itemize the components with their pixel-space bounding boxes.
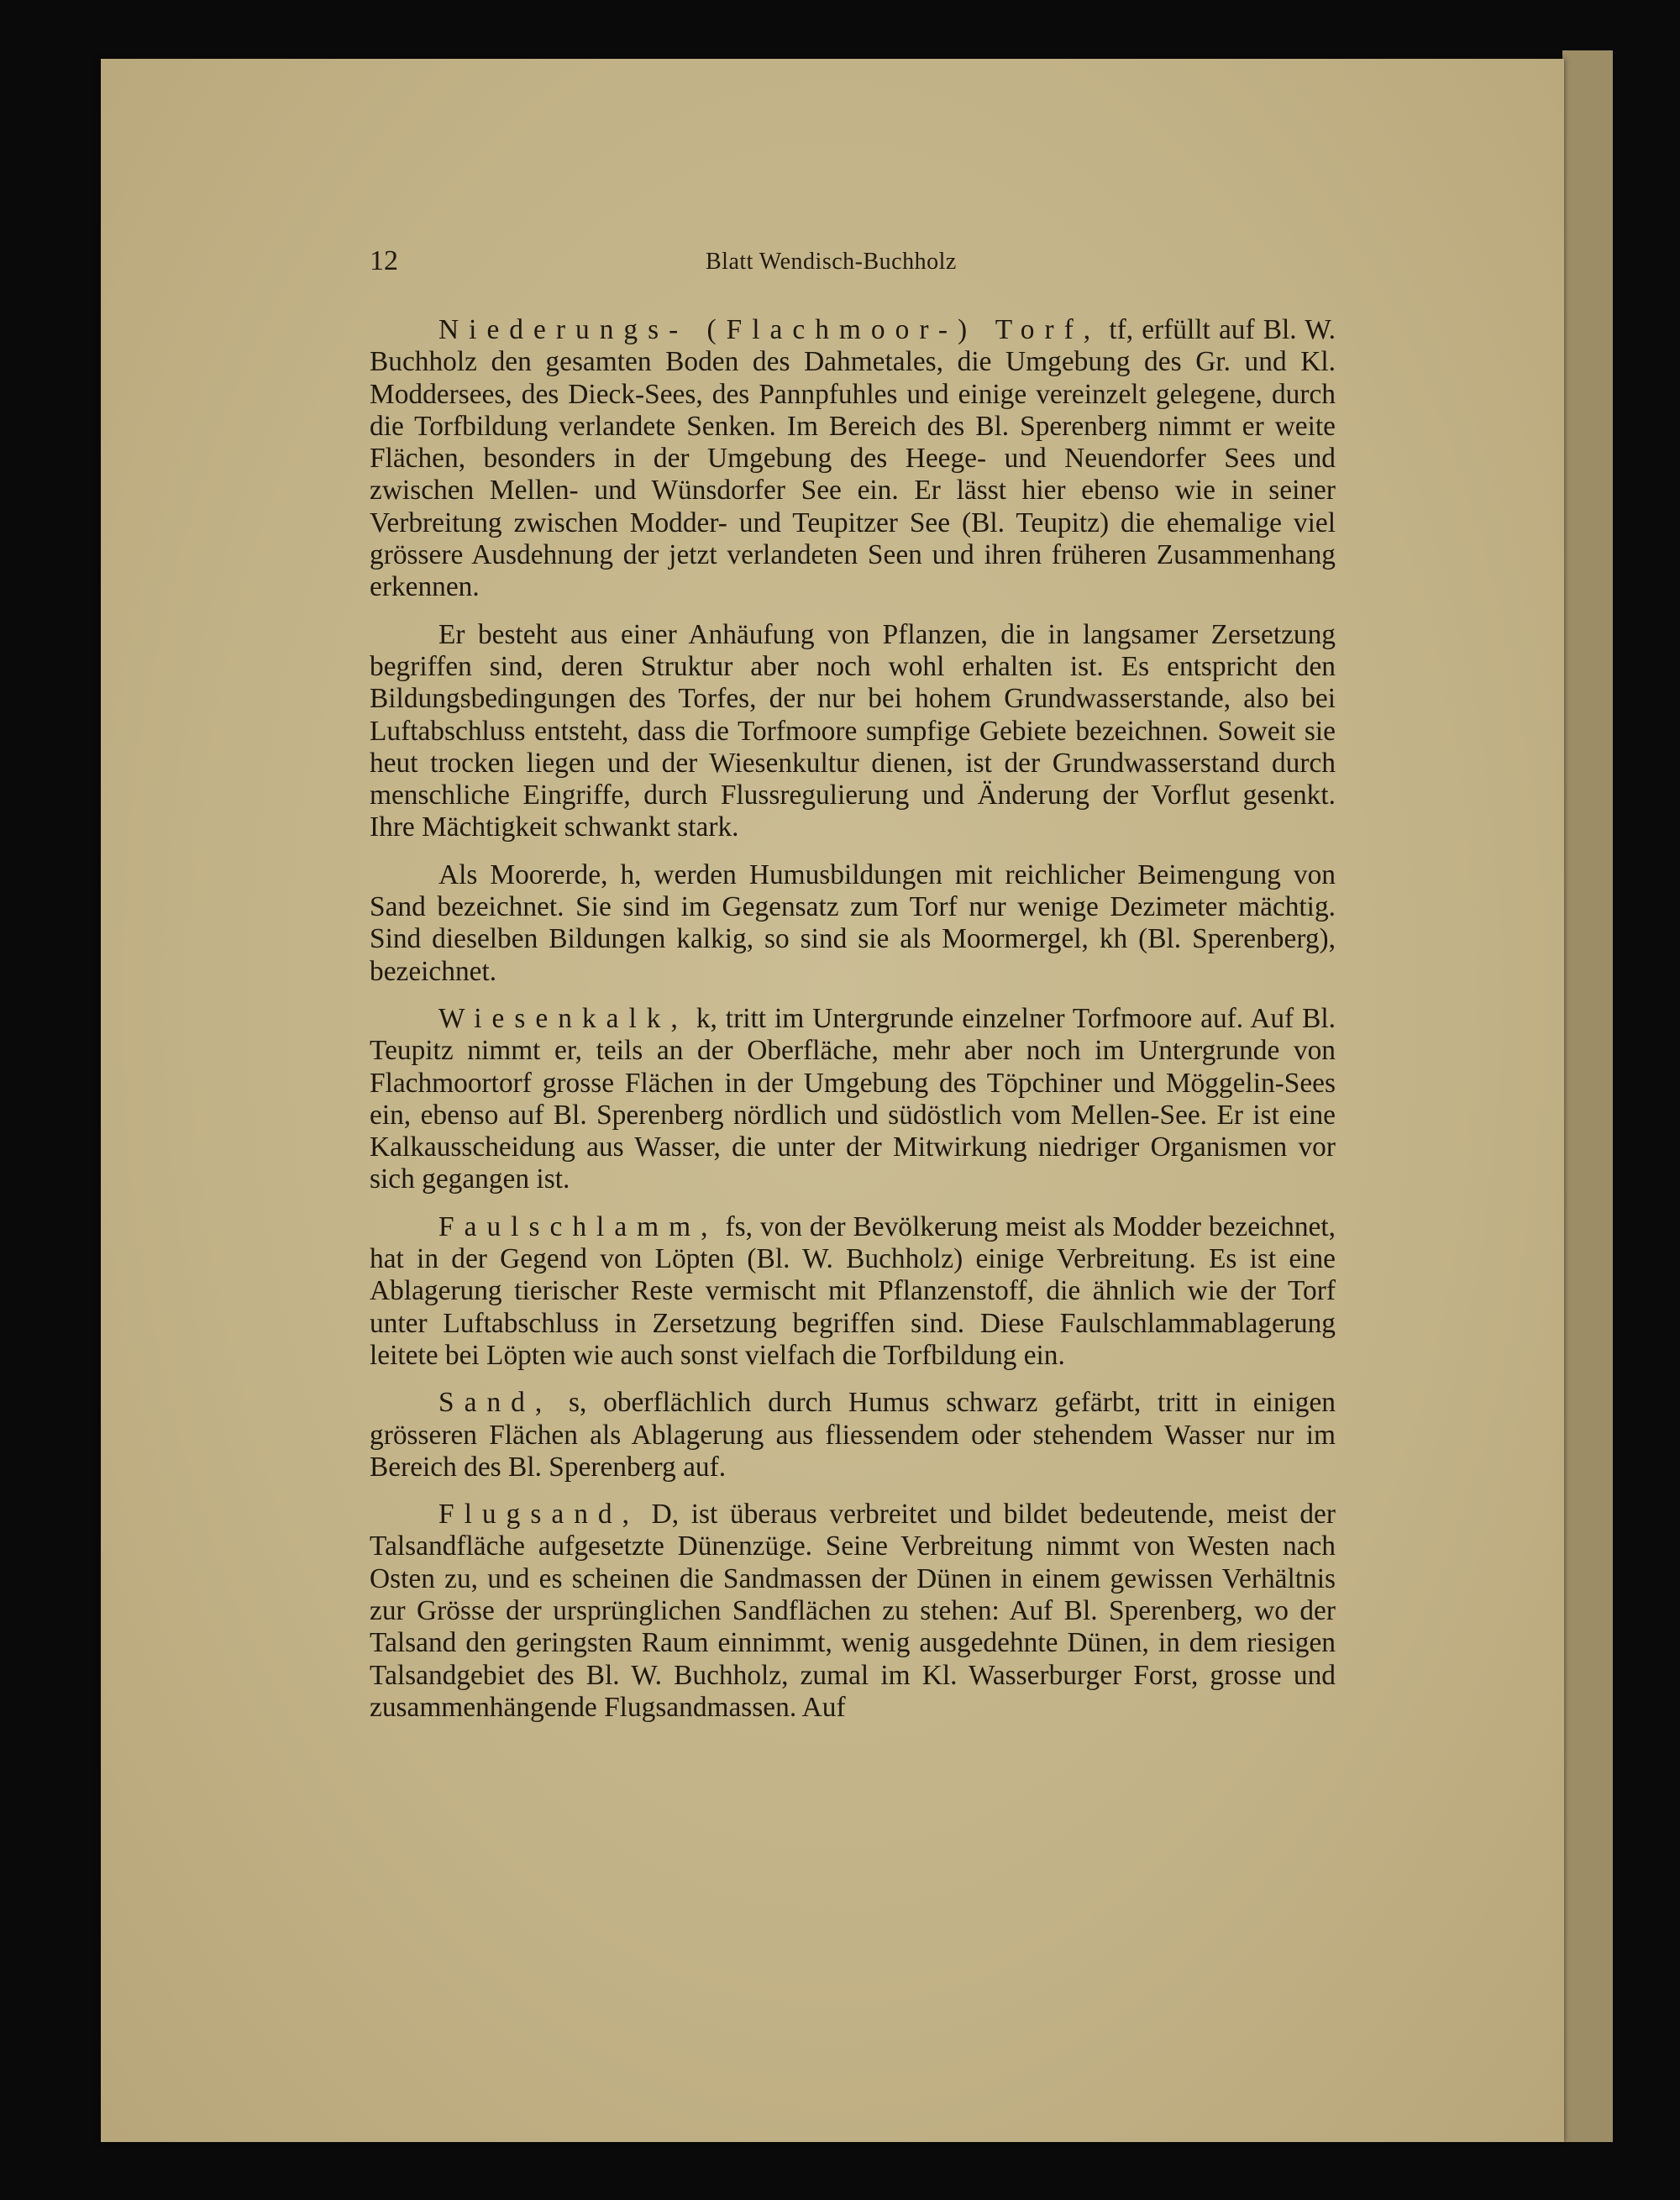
running-head: Blatt Wendisch-Buchholz: [706, 249, 957, 275]
paragraph-sand: [370, 1387, 1336, 1483]
page-header: [370, 245, 1336, 279]
paragraph-text: s, oberflächlich durch Humus schwarz gefärbt, tritt in einigen grösseren Flächen als Ablagerung aus fliessendem oder stehendem Wasser nur im Bereich des Bl. Sperenberg auf.: [370, 1387, 1336, 1483]
paragraph-text: fs, von der Bevölkerung meist als Modder bezeichnet, hat in der Gegend von Löpten (Bl. W. Buchholz) einige Verbreitung. Es ist eine Ablagerung tierischer Reste vermischt mit Pflanzenstoff, die ähnlich wie der Torf unter Luftabschluss in Zersetzung begriffen sind. Diese Faulschlammablagerung leitete bei Löpten wie auch sonst vielfach die Torfbildung ein.: [370, 1210, 1336, 1371]
paragraph-torf: [370, 314, 1336, 604]
paragraph-moorerde: [370, 859, 1336, 988]
facing-page-edge: [1562, 50, 1613, 2142]
term-wiesenkalk: Wiesenkalk,: [438, 1002, 688, 1034]
paragraph-faulschlamm: [370, 1211, 1336, 1372]
paragraph-text: Als Moorerde, h, werden Humusbildungen mit reichlicher Beimengung von Sand bezeichnet. Sie sind im Gegensatz zum Torf nur wenige Dezimeter mächtig. Sind dieselben Bildungen kalkig, so sind sie als Moormergel, kh (Bl. Sperenberg), bezeichnet.: [370, 858, 1336, 987]
paragraph-text: tf, erfüllt auf Bl. W. Buchholz den gesamten Boden des Dahmetales, die Umgebung des Gr. und Kl. Moddersees, des Dieck-Sees, des Pannpfuhles und einige vereinzelt gelegene, durch die Torfbildung verlandete Senken. Im Bereich des Bl. Sperenberg nimmt er weite Flächen, besonders in der Umgebung des Heege- und Neuendorfer Sees und zwischen Mellen- und Wünsdorfer See ein. Er lässt hier ebenso wie in seiner Verbreitung zwischen Modder- und Teupitzer See (Bl. Teupitz) die ehemalige viel grössere Ausdehnung der jetzt verlandeten Seen und ihren früheren Zusammenhang erkennen.: [370, 314, 1336, 603]
paragraph-text: D, ist überaus verbreitet und bildet bedeutende, meist der Talsandfläche aufgesetzte Dünenzüge. Seine Verbreitung nimmt von Westen nach Osten zu, und es scheinen die Sandmassen der Dünen in einem gewissen Verhältnis zur Grösse der ursprünglichen Sandflächen zu stehen: Auf Bl. Sperenberg, wo der Talsand den geringsten Raum einnimmt, wenig ausgedehnte Dünen, in dem riesigen Talsandgebiet des Bl. W. Buchholz, zumal im Kl. Wasserburger Forst, grosse und zusammenhängende Flugsandmassen. Auf: [370, 1499, 1336, 1723]
page-number: 12: [370, 245, 398, 276]
term-torf: Niederungs- (Flachmoor-) Torf,: [438, 314, 1101, 345]
paragraph-wiesenkalk: [370, 1003, 1336, 1196]
body-text: [370, 314, 1336, 1739]
term-flugsand: Flugsand,: [438, 1499, 640, 1531]
paragraph-torf-continued: [370, 619, 1336, 844]
term-sand: Sand,: [438, 1387, 553, 1419]
paragraph-flugsand: [370, 1499, 1336, 1724]
paragraph-text: k, tritt im Untergrunde einzelner Torfmoore auf. Auf Bl. Teupitz nimmt er, teils an der Oberfläche, mehr aber noch im Untergrunde von Flachmoortorf grosse Flächen in der Umgebung des Töpchiner und Möggelin-Sees ein, ebenso auf Bl. Sperenberg nördlich und südöstlich vom Mellen-See. Er ist eine Kalkausscheidung aus Wasser, die unter der Mitwirkung niedriger Organismen vor sich gegangen ist.: [370, 1002, 1336, 1195]
term-faulschlamm: Faulschlamm,: [438, 1210, 718, 1242]
paragraph-text: Er besteht aus einer Anhäufung von Pflanzen, die in langsamer Zersetzung begriffen sind, deren Struktur aber noch wohl erhalten ist. Es entspricht den Bildungsbedingungen des Torfes, der nur bei hohem Grundwasserstande, also bei Luftabschluss entsteht, dass die Torfmoore sumpfige Gebiete bezeichnen. Soweit sie heut trocken liegen und der Wiesenkultur dienen, ist der Grundwasserstand durch menschliche Eingriffe, durch Flussregulierung und Änderung der Vorflut gesenkt. Ihre Mächtigkeit schwankt stark.: [370, 618, 1336, 843]
